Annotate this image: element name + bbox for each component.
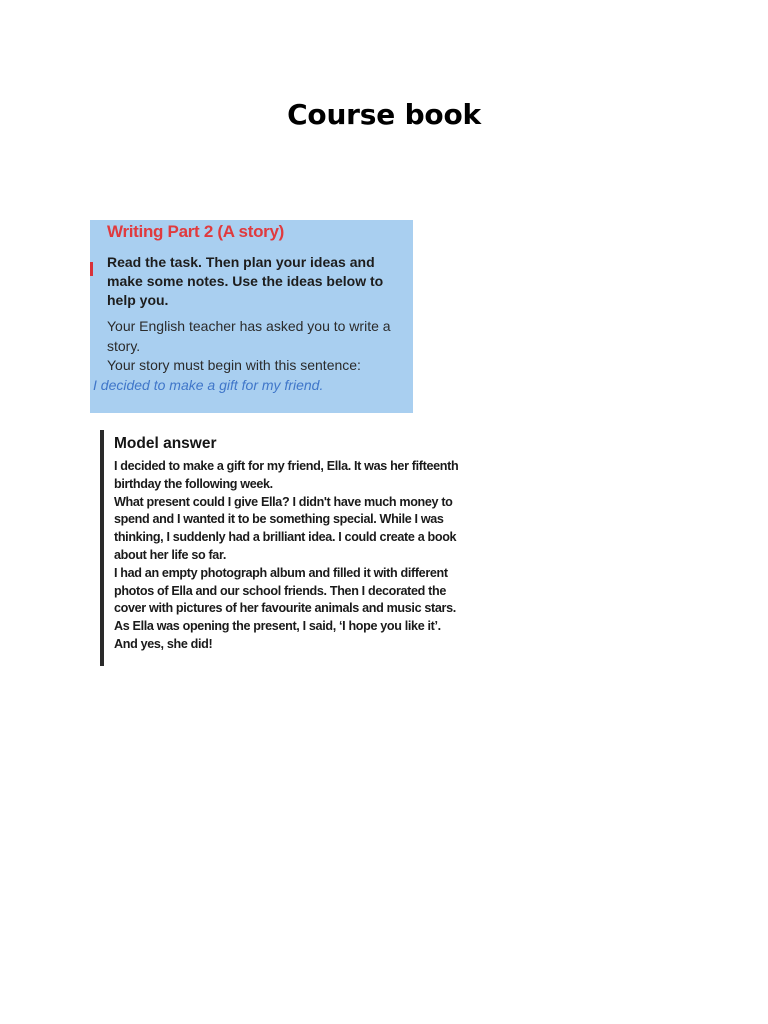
model-answer-text: I decided to make a gift for my friend, Ella. It was her fifteenth birthday the following week. What present could I give Ella? I didn't have much money to spend and I wanted it to be something special. While I was thinking, I suddenly had a brilliant idea. I could create a book about her life so far. I had an empty photograph album and filled it with different photos of Ella and our school friends. Then I decorated the cover with pictures of her favourite animals and music stars. As Ella was opening the present, I said, ‘I hope you like it’. And yes, she did! <box>114 459 459 651</box>
model-answer-heading: Model answer <box>114 435 217 452</box>
page-title: Course book <box>287 98 481 131</box>
task-card <box>90 220 413 413</box>
task-prompt-line-2: Your story must begin with this sentence: <box>107 357 361 373</box>
task-opening-sentence: I decided to make a gift for my friend. <box>93 376 324 393</box>
model-answer-card <box>100 430 518 666</box>
task-number-marker <box>90 262 93 276</box>
task-heading: Writing Part 2 (A story) <box>107 222 284 241</box>
task-instructions: Read the task. Then plan your ideas and make some notes. Use the ideas below to help you. <box>107 254 384 308</box>
task-prompt-line-1: Your English teacher has asked you to write a story. <box>107 318 391 354</box>
